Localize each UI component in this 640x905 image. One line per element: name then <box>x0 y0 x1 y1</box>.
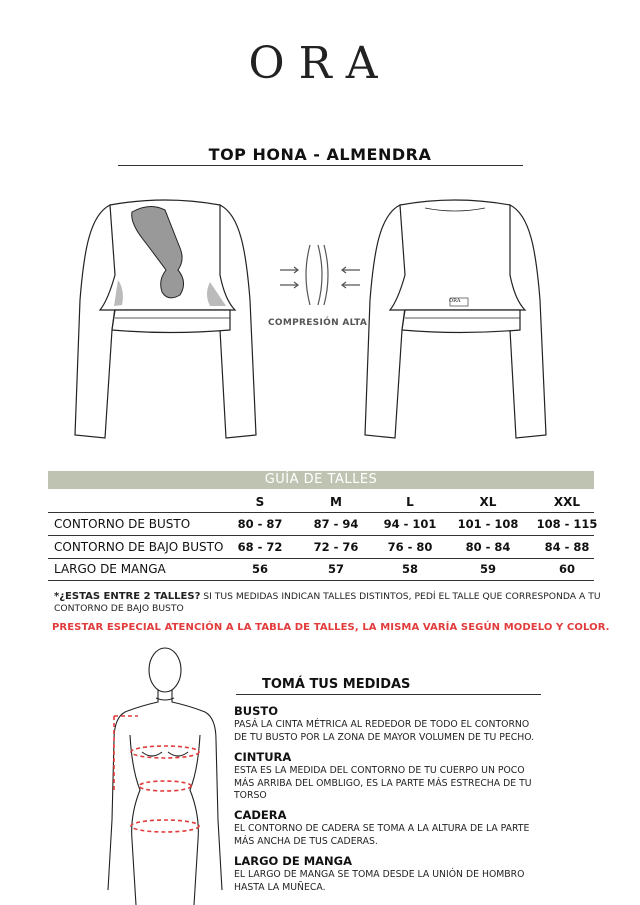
brand-logo: ORA <box>248 38 392 89</box>
size-note-lead: *¿ESTAS ENTRE 2 TALLES? <box>54 591 201 602</box>
measure-text-busto: PASÁ LA CINTA MÉTRICA AL REDEDOR DE TODO EL CONTORNO DE TU BUSTO POR LA ZONA DE MAYOR VOLUMEN DE TU PECHO. <box>234 719 535 743</box>
measure-lines <box>114 716 199 832</box>
size-xl: XL <box>479 495 497 509</box>
table-rule <box>48 512 594 513</box>
table-cell: 58 <box>401 562 418 576</box>
measure-heading-busto: BUSTO <box>234 704 279 718</box>
table-cell: 87 - 94 <box>313 517 359 531</box>
measure-divider <box>236 694 541 695</box>
bust-measure-line <box>131 746 199 758</box>
measure-text-cadera: EL CONTORNO DE CADERA SE TOMA A LA ALTURA DE LA PARTE MÁS ANCHA DE TUS CADERAS. <box>234 823 530 847</box>
size-note-text: SI TUS MEDIDAS INDICAN TALLES DISTINTOS, PEDÍ EL TALLE QUE CORRESPONDA A TU CONTORNO DE BAJO BUSTO <box>54 591 601 614</box>
table-cell: 59 <box>479 562 496 576</box>
table-cell: 68 - 72 <box>237 540 283 554</box>
table-cell: 76 - 80 <box>387 540 433 554</box>
back-tag-label: ORA <box>449 298 461 304</box>
compression-icon <box>280 245 360 305</box>
measure-heading-cadera: CADERA <box>234 808 287 822</box>
table-cell: 60 <box>558 562 575 576</box>
row-label-manga: LARGO DE MANGA <box>54 562 166 576</box>
table-cell: 80 - 84 <box>465 540 511 554</box>
table-cell: 101 - 108 <box>457 517 519 531</box>
table-rule <box>48 580 594 581</box>
measure-heading-manga: LARGO DE MANGA <box>234 854 353 868</box>
table-cell: 57 <box>327 562 344 576</box>
size-l: L <box>406 495 414 509</box>
hip-measure-line <box>131 820 199 832</box>
body-outline <box>108 648 222 905</box>
table-cell: 80 - 87 <box>237 517 283 531</box>
table-cell: 108 - 115 <box>536 517 598 531</box>
waist-measure-line <box>139 781 191 791</box>
warning-text: PRESTAR ESPECIAL ATENCIÓN A LA TABLA DE TALLES, LA MISMA VARÍA SEGÚN MODELO Y COLOR. <box>52 622 610 633</box>
row-label-bajo-busto: CONTORNO DE BAJO BUSTO <box>54 540 224 554</box>
table-rule <box>48 535 594 536</box>
compression-label: COMPRESIÓN ALTA <box>268 318 368 328</box>
size-guide-header: GUÍA DE TALLES <box>48 471 594 489</box>
table-cell: 84 - 88 <box>544 540 590 554</box>
title-divider <box>118 165 523 166</box>
size-xxl: XXL <box>553 495 581 509</box>
body-figure-illustration <box>100 640 230 905</box>
table-cell: 94 - 101 <box>383 517 437 531</box>
table-cell: 72 - 76 <box>313 540 359 554</box>
measure-title: TOMÁ TUS MEDIDAS <box>262 677 411 692</box>
measure-heading-cintura: CINTURA <box>234 750 292 764</box>
size-m: M <box>330 495 342 509</box>
row-label-busto: CONTORNO DE BUSTO <box>54 517 191 531</box>
product-title: TOP HONA - ALMENDRA <box>208 145 432 164</box>
measure-text-cintura: ESTA ES LA MEDIDA DEL CONTORNO DE TU CUERPO UN POCO MÁS ARRIBA DEL OMBLIGO, ES LA PARTE MÁS ESTRECHA DE TU TORSO <box>234 765 532 801</box>
table-cell: 56 <box>251 562 268 576</box>
measure-text-manga: EL LARGO DE MANGA SE TOMA DESDE LA UNIÓN DE HOMBRO HASTA LA MUÑECA. <box>234 869 525 893</box>
back-view-drawing <box>365 200 546 438</box>
table-rule <box>48 558 594 559</box>
size-note <box>54 591 614 615</box>
size-s: S <box>255 495 265 509</box>
